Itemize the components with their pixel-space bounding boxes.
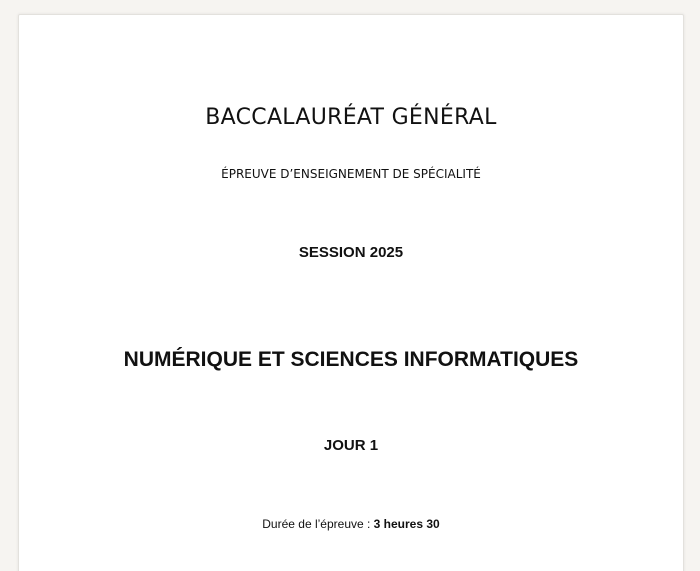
exam-title: BACCALAURÉAT GÉNÉRAL <box>205 105 497 130</box>
duration-line <box>19 517 683 531</box>
duration-value: 3 heures 30 <box>373 517 440 531</box>
duration-label: Durée de l’épreuve : <box>262 517 374 531</box>
day-label: JOUR 1 <box>323 437 379 454</box>
document-page <box>18 14 684 571</box>
exam-type: ÉPREUVE D’ENSEIGNEMENT DE SPÉCIALITÉ <box>221 167 481 181</box>
session-label: SESSION 2025 <box>298 244 404 261</box>
subject-title: NUMÉRIQUE ET SCIENCES INFORMATIQUES <box>123 348 579 371</box>
